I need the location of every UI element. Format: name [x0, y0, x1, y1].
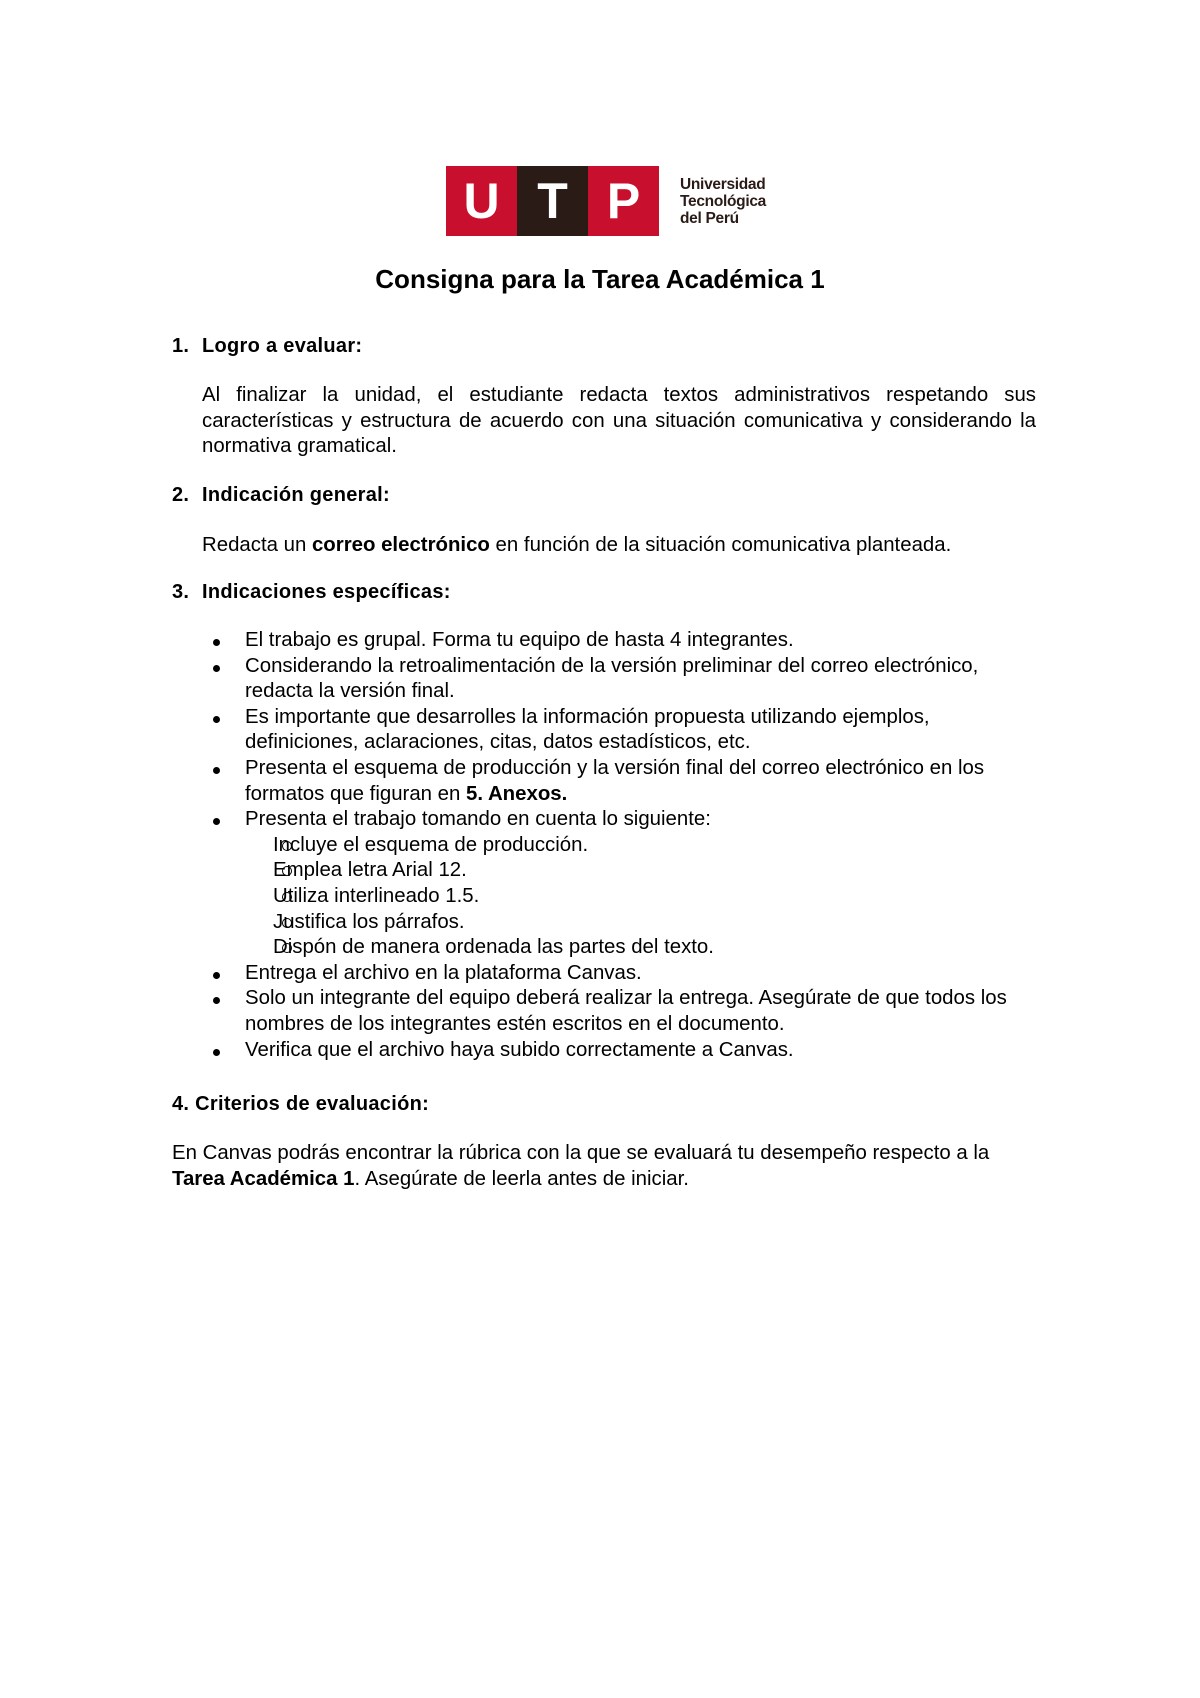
section-1-heading [172, 335, 362, 358]
list-item-text: El trabajo es grupal. Forma tu equipo de hasta 4 integrantes. [245, 629, 794, 651]
logo-text-line: Tecnológica [680, 192, 766, 210]
circle-bullet-icon [282, 918, 292, 928]
sub-list-item [200, 833, 1040, 859]
bullet-icon [213, 1049, 220, 1056]
sub-list-item [200, 910, 1040, 936]
sub-list-item-text: Emplea letra Arial 12. [273, 859, 467, 882]
list-item [200, 986, 1040, 1037]
sub-list-item [200, 858, 1040, 884]
bullet-icon [213, 716, 220, 723]
section-number: 3. [172, 581, 190, 603]
bullet-icon [213, 997, 220, 1004]
list-item-text: Presenta el trabajo tomando en cuenta lo siguiente: [245, 808, 711, 831]
logo-letter-t: T [517, 166, 588, 236]
section-1-text: Al finalizar la unidad, el estudiante redacta textos administrativos respetando sus características y estructura de acuerdo con una situación comunicativa y considerando la normativa gramatical. [202, 384, 1036, 458]
list-item [200, 1038, 1040, 1064]
list-item-text: Presenta el esquema de producción y la versión final del correo electrónico en los formatos que figuran en [245, 756, 985, 805]
section-title: Indicación general: [202, 484, 390, 506]
bullet-icon [213, 818, 220, 825]
text-segment: en función de la situación comunicativa planteada. [489, 534, 952, 556]
section-2-text [202, 533, 1062, 559]
list-item-text: Considerando la retroalimentación de la versión preliminar del correo electrónico, redacta la versión final. [245, 654, 979, 703]
section-4-heading: 4. Criterios de evaluación: [172, 1093, 430, 1115]
page-title: Consigna para la Tarea Académica 1 [375, 264, 825, 294]
list-item [200, 654, 1040, 705]
text-segment: Redacta un [202, 534, 312, 556]
logo-letter-p: P [588, 166, 659, 236]
list-item [200, 756, 1040, 807]
circle-bullet-icon [282, 841, 292, 851]
section-title: Indicaciones específicas: [202, 581, 451, 603]
list-item-text: Es importante que desarrolles la información propuesta utilizando ejemplos, definiciones, aclaraciones, citas, datos estadísticos, etc. [245, 705, 930, 754]
list-item-text: Solo un integrante del equipo deberá realizar la entrega. Asegúrate de que todos los nombres de los integrantes estén escritos en el documento. [245, 987, 1007, 1035]
section-2-heading [172, 484, 390, 507]
list-item-text: Entrega el archivo en la plataforma Canvas. [245, 961, 642, 984]
text-segment: En Canvas podrás encontrar la rúbrica con la que se evaluará tu desempeño respecto a la [172, 1142, 990, 1164]
bullet-icon [213, 639, 220, 646]
sub-list-item [200, 884, 1040, 910]
logo-letter-u: U [446, 166, 517, 236]
text-bold: 5. Anexos. [466, 782, 568, 805]
section-number: 2. [172, 484, 190, 506]
sub-list-item [200, 935, 1040, 961]
bullet-icon [213, 972, 220, 979]
circle-bullet-icon [282, 892, 292, 902]
logo-wordmark [680, 176, 766, 227]
logo-text-line: del Perú [680, 209, 739, 227]
sub-list-item-text: Justifica los párrafos. [273, 910, 465, 933]
sub-list-item-text: Incluye el esquema de producción. [273, 833, 589, 856]
sub-list [245, 833, 1040, 961]
section-3-heading [172, 581, 451, 604]
instructions-list [200, 628, 1040, 1063]
list-item [200, 705, 1040, 756]
utp-logo [446, 166, 766, 236]
list-item-text: Verifica que el archivo haya subido correctamente a Canvas. [245, 1038, 794, 1061]
bullet-icon [213, 665, 220, 672]
logo-blocks [446, 166, 659, 236]
section-number: 1. [172, 335, 190, 357]
sub-list-item-text: Utiliza interlineado 1.5. [273, 884, 480, 907]
logo-text-line: Universidad [680, 175, 766, 193]
text-bold: correo electrónico [311, 534, 490, 556]
list-item [200, 807, 1040, 961]
bullet-icon [213, 767, 220, 774]
text-bold: Tarea Académica 1 [172, 1167, 355, 1190]
list-item [200, 961, 1040, 987]
list-item [200, 628, 1040, 654]
text-segment: . Asegúrate de leerla antes de iniciar. [354, 1167, 689, 1190]
sub-list-item-text: Dispón de manera ordenada las partes del texto. [273, 936, 714, 959]
section-4-text [172, 1141, 1038, 1192]
section-title: Logro a evaluar: [202, 335, 363, 357]
